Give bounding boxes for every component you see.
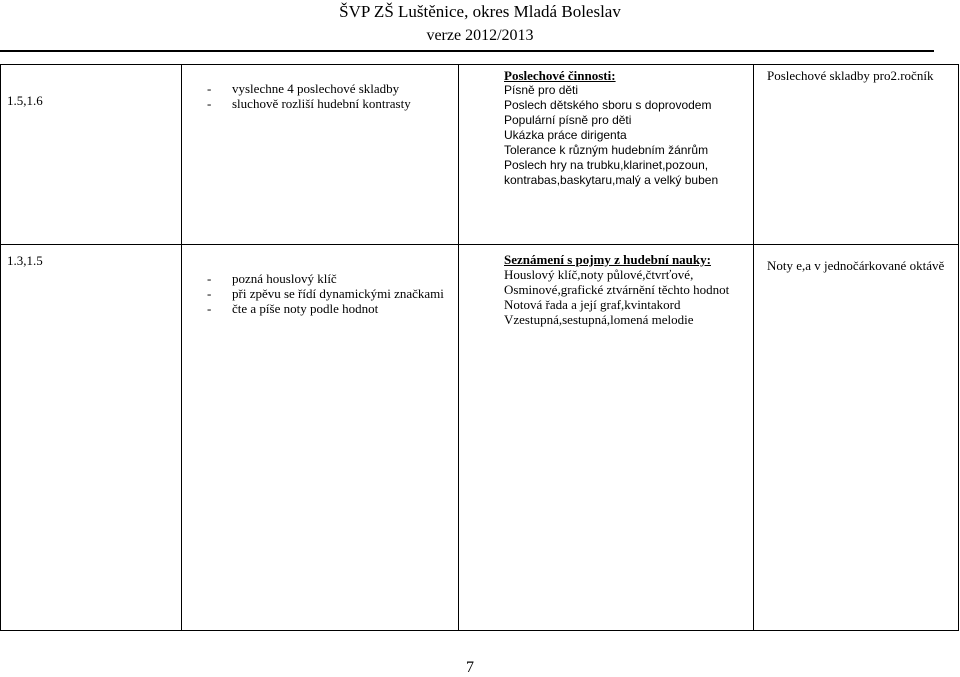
- table-row: [1, 65, 959, 245]
- note-text: Poslechové skladby pro2.ročník: [767, 68, 934, 83]
- bullet-dash: -: [207, 286, 212, 301]
- table-row: [1, 245, 959, 631]
- outcome-text: vyslechne 4 poslechové skladby: [232, 81, 400, 96]
- bullet-dash: -: [207, 301, 212, 316]
- activity-item: Populární písně pro děti: [504, 113, 632, 127]
- activity-item: Tolerance k různým hudebním žánrům: [504, 143, 709, 157]
- outcome-item: [182, 271, 458, 286]
- activities-heading: Poslechové činnosti:: [504, 68, 616, 83]
- activities-heading: Seznámení s pojmy z hudební nauky:: [504, 252, 711, 267]
- activity-item: Písně pro děti: [504, 83, 579, 97]
- activities-cell: [459, 245, 754, 631]
- outcomes-cell: [182, 245, 459, 631]
- outcome-item: [182, 81, 458, 96]
- activity-item: kontrabas,baskytaru,malý a velký buben: [504, 173, 719, 187]
- activity-item: Osminové,grafické ztvárnění těchto hodnot: [504, 282, 730, 297]
- outcomes-cell: [182, 65, 459, 245]
- document-title: ŠVP ZŠ Luštěnice, okres Mladá Boleslav: [339, 2, 621, 21]
- outcome-text: pozná houslový klíč: [232, 271, 337, 286]
- outcome-text: sluchově rozliší hudební kontrasty: [232, 96, 411, 111]
- outcome-item: [182, 301, 458, 316]
- activity-item: Vzestupná,sestupná,lomená melodie: [504, 312, 694, 327]
- activity-item: Poslech hry na trubku,klarinet,pozoun,: [504, 158, 709, 172]
- page-number: 7: [466, 659, 474, 676]
- outcome-item: [182, 286, 458, 301]
- header-divider: [0, 50, 934, 52]
- document-version: verze 2012/2013: [426, 27, 534, 44]
- activity-item: Houslový klíč,noty půlové,čtvrťové,: [504, 267, 694, 282]
- note-cell: [754, 65, 959, 245]
- activity-item: Poslech dětského sboru s doprovodem: [504, 98, 712, 112]
- outcome-code: 1.3,1.5: [7, 253, 43, 268]
- bullet-dash: -: [207, 81, 212, 96]
- activity-item: Notová řada a její graf,kvintakord: [504, 297, 681, 312]
- curriculum-table: [0, 64, 959, 631]
- outcome-text: při zpěvu se řídí dynamickými značkami: [232, 286, 444, 301]
- outcome-item: [182, 96, 458, 111]
- activities-cell: [459, 65, 754, 245]
- note-text: Noty e,a v jednočárkované oktávě: [767, 258, 945, 273]
- outcome-text: čte a píše noty podle hodnot: [232, 301, 379, 316]
- code-cell: [1, 65, 182, 245]
- bullet-dash: -: [207, 271, 212, 286]
- bullet-dash: -: [207, 96, 212, 111]
- outcome-code: 1.5,1.6: [7, 93, 43, 108]
- note-cell: [754, 245, 959, 631]
- activity-item: Ukázka práce dirigenta: [504, 128, 627, 142]
- code-cell: [1, 245, 182, 631]
